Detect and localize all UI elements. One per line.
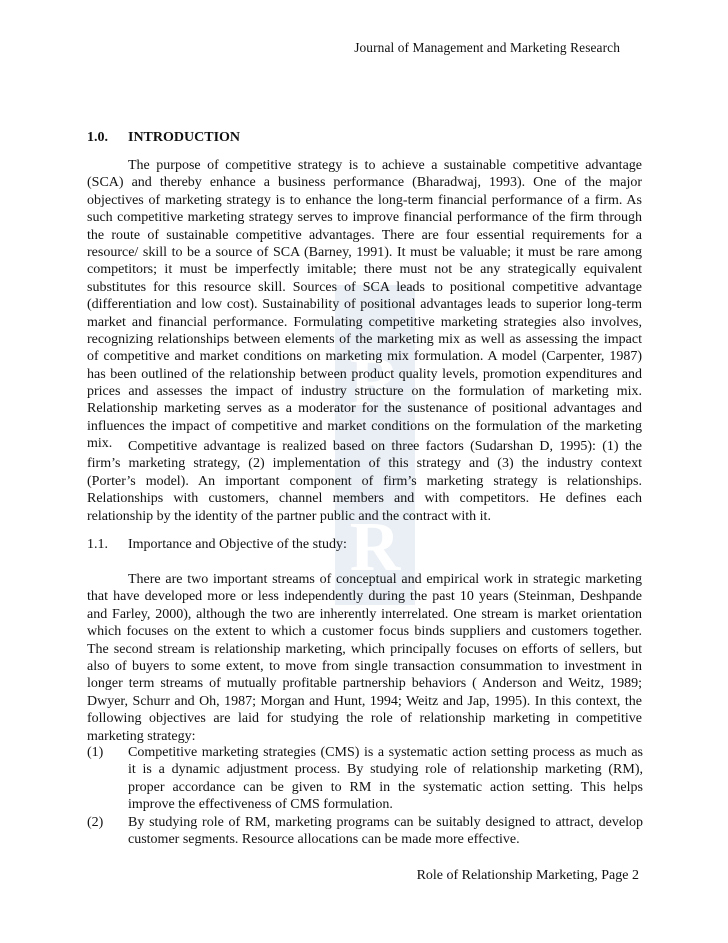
subsection-number: 1.1.	[87, 537, 108, 552]
text-line: competitors; it must be imperfectly imitable; there must not be any strategically equivalent	[87, 262, 642, 278]
text-line: Competitive advantage is realized based on three factors (Sudarshan D, 1995): (1) the	[128, 439, 642, 454]
text-line: There are two important streams of conceptual and empirical work in strategic marketing	[128, 572, 642, 587]
text-line: also of buyers to some extent, to move from single transaction consummation to investment in	[87, 658, 642, 674]
text-line: substitutes for this resource skill. Sources of SCA leads to positional competitive advantage	[87, 279, 642, 295]
text-line: recognizing relationships between elements of the marketing mix as well as assessing the impact	[87, 331, 642, 347]
objective-text	[128, 814, 643, 849]
text-line: of competitive and market conditions on marketing mix formulation. A model (Carpenter, 1987)	[87, 349, 642, 365]
text-line: marketing strategy:	[87, 728, 196, 744]
text-line: By studying role of RM, marketing programs can be suitably designed to attract, develop	[128, 815, 643, 830]
section-number: 1.0.	[87, 130, 108, 145]
text-line: Dwyer, Schurr and Oh, 1987; Morgan and Hunt, 1994; Weitz and Jap, 1995). In this context, the	[87, 693, 642, 709]
objective-marker: (1)	[87, 745, 104, 760]
text-line: relationship by the identity of the partner public and the contract with it.	[87, 508, 491, 524]
text-line: such competitive marketing strategy serves to improve financial performance of the firm through	[87, 210, 642, 226]
objective-text	[128, 744, 643, 814]
text-line: Relationships with customers, channel members and with competitors. He defines each	[87, 491, 642, 507]
text-line: Relationship marketing serves as a moderator for the sustenance of positional advantages and	[87, 401, 642, 417]
text-line: it is a dynamic adjustment process. By studying role of relationship marketing (RM),	[128, 762, 643, 778]
text-line: influences the impact of competitive and market conditions on the formulation of the marketing	[87, 418, 642, 434]
text-line: market and financial performance. Formulating competitive marketing strategies also involves,	[87, 314, 642, 330]
text-line: proper accordance can be given to RM in the systematic action setting. This helps	[128, 779, 643, 795]
subsection-heading	[87, 537, 347, 553]
text-line: (SCA) and thereby enhance a business performance (Bharadwaj, 1993). One of the major	[87, 175, 642, 191]
text-line: the route of sustainable competitive advantages. There are four essential requirements for a	[87, 227, 642, 243]
text-line: (Porter’s model). An important component of firm’s marketing strategy is relationships.	[87, 473, 642, 489]
running-header: Journal of Management and Marketing Research	[354, 40, 620, 55]
text-line: and Farley, 2000), although the two are inherently interrelated. One stream is market orientation	[87, 606, 642, 622]
intro-paragraph	[87, 157, 642, 453]
text-line: (differentiation and low cost). Sustainability of positional advantages leads to superior long-term	[87, 297, 642, 313]
text-line: prices and assesses the impact of industry structure on the formulation of marketing mix.	[87, 384, 642, 400]
text-line: resource/ skill to be a source of SCA (Barney, 1991). It must be valuable; it must be rare among	[87, 244, 642, 260]
watermark-letter-bottom: R	[349, 509, 401, 586]
text-line: has been outlined of the relationship between product quality levels, promotion expenditures and	[87, 366, 642, 382]
text-line: objectives of marketing strategy is to enhance the long-term financial performance of a firm. As	[87, 192, 642, 208]
watermark-letter-top: R	[349, 344, 401, 421]
text-line: longer term streams of mutually profitable partnership behaviors ( Anderson and Weitz, 1989;	[87, 676, 642, 692]
text-line: firm’s marketing strategy, (2) implementation of this strategy and (3) the industry context	[87, 456, 642, 472]
competitive-advantage-paragraph	[87, 438, 642, 525]
text-line: Competitive marketing strategies (CMS) is a systematic action setting process as much as	[128, 745, 643, 760]
section-title: INTRODUCTION	[128, 130, 241, 145]
text-line: improve the effectiveness of CMS formulation.	[128, 797, 393, 813]
text-line: which focuses on the extent to which a customer focus binds suppliers and customers together.	[87, 624, 642, 640]
subsection-title: Importance and Objective of the study:	[128, 537, 347, 552]
text-line: The second stream is relationship marketing, which principally focuses on efforts of sellers, but	[87, 641, 642, 657]
text-line: following objectives are laid for studying the role of relationship marketing in competitive	[87, 711, 642, 727]
objective-marker: (2)	[87, 815, 104, 830]
streams-paragraph	[87, 571, 642, 745]
text-line: customer segments. Resource allocations can be made more effective.	[128, 832, 520, 848]
text-line: The purpose of competitive strategy is to achieve a sustainable competitive advantage	[128, 158, 642, 173]
section-heading	[87, 130, 240, 146]
text-line: mix.	[87, 436, 113, 452]
page-footer: Role of Relationship Marketing, Page 2	[416, 868, 639, 883]
text-line: that have developed more or less independently during the past 10 years (Steinman, Deshpande	[87, 589, 642, 605]
